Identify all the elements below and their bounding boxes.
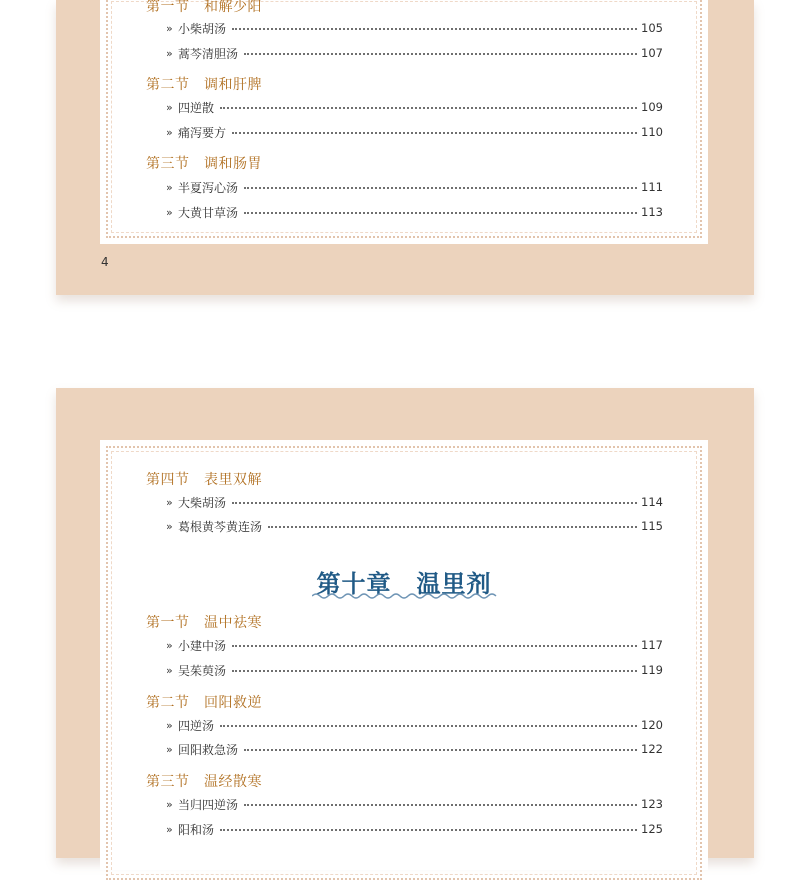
bullet-arrow-icon: » bbox=[166, 100, 173, 114]
bullet-arrow-icon: » bbox=[166, 663, 173, 677]
bullet-arrow-icon: » bbox=[166, 822, 173, 836]
bullet-arrow-icon: » bbox=[166, 519, 173, 533]
bullet-arrow-icon: » bbox=[166, 495, 173, 509]
toc-entry-page: 119 bbox=[641, 663, 663, 677]
toc-entry[interactable] bbox=[166, 661, 663, 679]
chapter-title: 第十章 温里剂 bbox=[316, 569, 492, 598]
dot-leader bbox=[232, 645, 637, 647]
toc-entry-title: 痛泻要方 bbox=[178, 125, 227, 140]
bullet-arrow-icon: » bbox=[166, 718, 173, 732]
toc-entry-title: 小柴胡汤 bbox=[178, 21, 227, 36]
toc-entry-page: 125 bbox=[641, 822, 663, 836]
toc-entry[interactable] bbox=[166, 740, 663, 758]
toc-entry-page: 114 bbox=[641, 495, 663, 509]
dot-leader bbox=[220, 829, 637, 831]
bullet-arrow-icon: » bbox=[166, 742, 173, 756]
dot-leader bbox=[268, 526, 637, 528]
toc-entry-page: 107 bbox=[641, 46, 663, 60]
toc-entry-title: 小建中汤 bbox=[178, 638, 227, 653]
toc-entry-title: 葛根黄芩黄连汤 bbox=[178, 519, 263, 534]
toc-page-top bbox=[56, 0, 754, 295]
toc-section-heading: 第二节 调和肝脾 bbox=[146, 77, 262, 93]
toc-entry-title: 大黄甘草汤 bbox=[178, 205, 239, 220]
bullet-arrow-icon: » bbox=[166, 180, 173, 194]
dot-leader bbox=[220, 107, 637, 109]
toc-entry-title: 四逆汤 bbox=[178, 718, 215, 733]
page-number: 4 bbox=[101, 255, 109, 269]
toc-page-bottom bbox=[56, 388, 754, 858]
dot-leader bbox=[244, 53, 637, 55]
toc-entry-title: 吴茱萸汤 bbox=[178, 663, 227, 678]
toc-entry[interactable] bbox=[166, 820, 663, 838]
toc-entry-title: 四逆散 bbox=[178, 100, 215, 115]
bullet-arrow-icon: » bbox=[166, 797, 173, 811]
toc-entry[interactable] bbox=[166, 795, 663, 813]
toc-entry[interactable] bbox=[166, 203, 663, 221]
toc-entry-page: 120 bbox=[641, 718, 663, 732]
toc-entry-page: 123 bbox=[641, 797, 663, 811]
toc-entry[interactable] bbox=[166, 98, 663, 116]
dot-leader bbox=[232, 502, 637, 504]
dot-leader bbox=[232, 28, 637, 30]
dot-leader bbox=[232, 670, 637, 672]
toc-entry-page: 113 bbox=[641, 205, 663, 219]
toc-entry[interactable] bbox=[166, 636, 663, 654]
dot-leader bbox=[244, 804, 637, 806]
toc-entry-page: 110 bbox=[641, 125, 663, 139]
toc-section-heading: 第四节 表里双解 bbox=[146, 472, 262, 488]
toc-entry-page: 117 bbox=[641, 638, 663, 652]
chapter-heading bbox=[100, 564, 708, 599]
toc-entry-page: 115 bbox=[641, 519, 663, 533]
toc-section-heading: 第一节 温中祛寒 bbox=[146, 615, 262, 631]
toc-section-heading: 第三节 调和肠胃 bbox=[146, 156, 262, 172]
toc-entry-title: 回阳救急汤 bbox=[178, 742, 239, 757]
toc-entry[interactable] bbox=[166, 178, 663, 196]
toc-section-heading: 第一节 和解少阳 bbox=[146, 0, 262, 15]
toc-entry[interactable] bbox=[166, 19, 663, 37]
toc-entry-title: 半夏泻心汤 bbox=[178, 180, 239, 195]
toc-entry-page: 105 bbox=[641, 21, 663, 35]
bullet-arrow-icon: » bbox=[166, 205, 173, 219]
toc-entry-title: 阳和汤 bbox=[178, 822, 215, 837]
toc-section-heading: 第二节 回阳救逆 bbox=[146, 695, 262, 711]
toc-entry-page: 122 bbox=[641, 742, 663, 756]
toc-entry[interactable] bbox=[166, 517, 663, 535]
toc-entry-title: 蒿芩清胆汤 bbox=[178, 46, 239, 61]
bullet-arrow-icon: » bbox=[166, 638, 173, 652]
bullet-arrow-icon: » bbox=[166, 46, 173, 60]
dot-leader bbox=[244, 187, 637, 189]
wavy-underline-icon bbox=[312, 592, 498, 600]
toc-entry-page: 109 bbox=[641, 100, 663, 114]
toc-entry-title: 当归四逆汤 bbox=[178, 797, 239, 812]
toc-entry[interactable] bbox=[166, 716, 663, 734]
toc-entry[interactable] bbox=[166, 493, 663, 511]
dot-leader bbox=[244, 749, 637, 751]
dot-leader bbox=[232, 132, 637, 134]
toc-entry-title: 大柴胡汤 bbox=[178, 495, 227, 510]
toc-sheet bbox=[100, 440, 708, 870]
toc-entry[interactable] bbox=[166, 123, 663, 141]
toc-sheet bbox=[100, 0, 708, 244]
dot-leader bbox=[220, 725, 637, 727]
bullet-arrow-icon: » bbox=[166, 125, 173, 139]
toc-entry-page: 111 bbox=[641, 180, 663, 194]
toc-entry[interactable] bbox=[166, 44, 663, 62]
dot-leader bbox=[244, 212, 637, 214]
toc-section-heading: 第三节 温经散寒 bbox=[146, 774, 262, 790]
bullet-arrow-icon: » bbox=[166, 21, 173, 35]
